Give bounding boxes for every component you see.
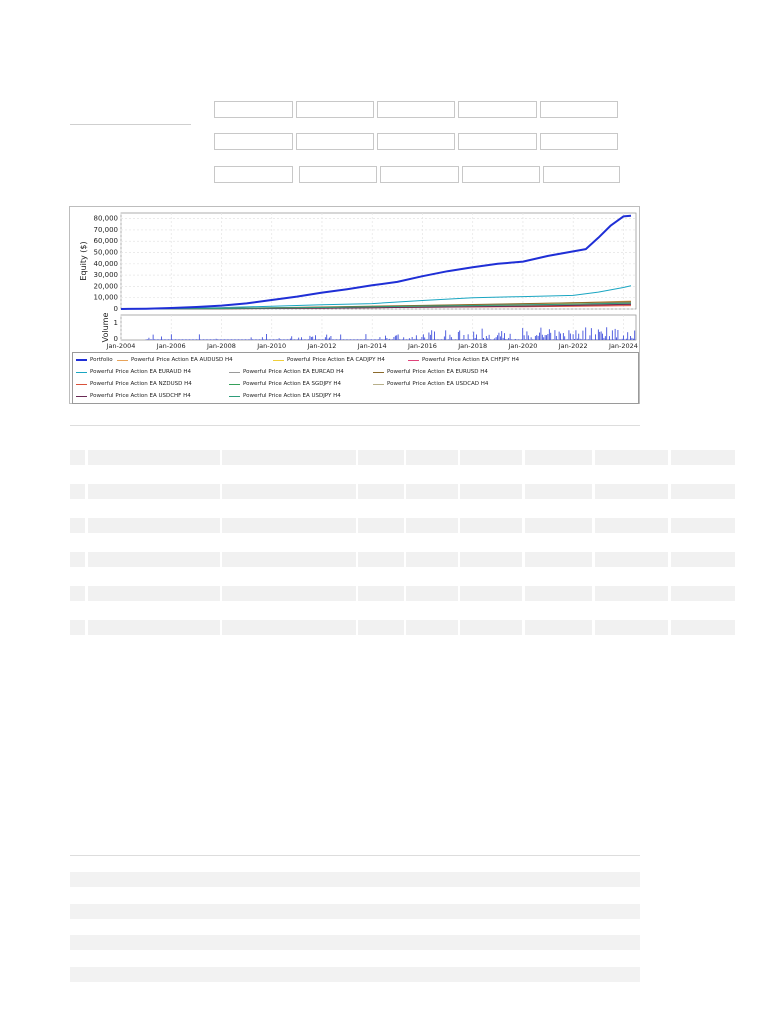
stat-box <box>296 101 374 118</box>
table-cell <box>358 450 404 465</box>
legend-swatch <box>373 384 384 385</box>
x-tick-label: Jan-2006 <box>156 342 186 350</box>
table-cell <box>460 552 522 567</box>
table-row <box>70 967 640 982</box>
stat-box <box>299 166 377 183</box>
x-tick-label: Jan-2020 <box>508 342 538 350</box>
legend-label: Powerful Price Action EA AUDUSD H4 <box>131 357 233 363</box>
table-cell <box>595 518 668 533</box>
table-cell <box>460 518 522 533</box>
legend-swatch <box>229 384 240 385</box>
table-row <box>70 484 735 499</box>
table-cell <box>88 620 220 635</box>
x-tick-label: Jan-2016 <box>408 342 437 350</box>
legend-label: Powerful Price Action EA CHFJPY H4 <box>422 357 520 363</box>
table-cell <box>88 586 220 601</box>
y-tick-label: 0 <box>113 305 118 313</box>
table-top-divider <box>70 425 640 426</box>
table-row <box>70 904 640 919</box>
table-cell <box>595 586 668 601</box>
stat-box <box>458 133 537 150</box>
table-cell <box>70 552 85 567</box>
legend-label: Powerful Price Action EA NZDUSD H4 <box>90 381 192 387</box>
stat-box <box>543 166 620 183</box>
table-row <box>70 518 735 533</box>
x-tick-label: Jan-2014 <box>357 342 387 350</box>
volume-axis-title: Volume <box>101 312 110 343</box>
legend-swatch <box>76 372 87 373</box>
table-cell <box>671 518 735 533</box>
stat-box <box>458 101 537 118</box>
table-cell <box>70 586 85 601</box>
legend-swatch <box>273 360 284 361</box>
table-cell <box>88 450 220 465</box>
table-cell <box>460 450 522 465</box>
table-cell <box>222 518 356 533</box>
stat-box <box>377 133 455 150</box>
table-cell <box>222 586 356 601</box>
y-tick-label: 60,000 <box>93 237 118 246</box>
table-cell <box>222 450 356 465</box>
x-tick-label: Jan-2018 <box>458 342 488 350</box>
legend-swatch <box>229 396 240 397</box>
table-row <box>70 872 640 887</box>
legend-item <box>408 355 519 365</box>
table-row <box>70 552 735 567</box>
table-cell <box>460 484 522 499</box>
stat-box <box>214 133 293 150</box>
legend-item <box>229 391 341 401</box>
table-cell <box>88 484 220 499</box>
table-cell <box>460 620 522 635</box>
table-cell <box>70 518 85 533</box>
table-cell <box>406 518 458 533</box>
table-cell <box>70 450 85 465</box>
bottom-table-divider <box>70 855 640 856</box>
table-cell <box>406 450 458 465</box>
x-tick-label: Jan-2024 <box>608 342 638 350</box>
legend-swatch <box>373 372 384 373</box>
legend-swatch <box>76 384 87 385</box>
legend-item <box>76 379 192 389</box>
table-cell <box>460 586 522 601</box>
table-cell <box>671 620 735 635</box>
equity-chart <box>69 206 640 404</box>
legend-swatch <box>76 359 87 361</box>
x-tick-label: Jan-2022 <box>558 342 588 350</box>
legend-item <box>229 367 344 377</box>
table-cell <box>525 518 592 533</box>
y-tick-label: 30,000 <box>93 271 118 280</box>
y-tick-label: 50,000 <box>93 248 118 257</box>
table-row <box>70 620 735 635</box>
table-cell <box>222 484 356 499</box>
table-cell <box>525 586 592 601</box>
table-cell <box>88 518 220 533</box>
table-cell <box>595 552 668 567</box>
y-tick-label: 40,000 <box>93 259 118 268</box>
legend-item <box>76 391 191 401</box>
table-cell <box>222 620 356 635</box>
table-cell <box>671 484 735 499</box>
legend-item <box>76 367 191 377</box>
volume-tick-label: 1 <box>113 319 118 327</box>
legend-item <box>273 355 385 365</box>
y-tick-label: 20,000 <box>93 282 118 291</box>
legend-item <box>373 367 488 377</box>
table-cell <box>525 552 592 567</box>
table-cell <box>595 620 668 635</box>
stat-box <box>462 166 540 183</box>
y-tick-label: 80,000 <box>93 214 118 223</box>
table-cell <box>406 620 458 635</box>
legend-label: Powerful Price Action EA USDCHF H4 <box>90 393 191 399</box>
legend-label: Powerful Price Action EA EURAUD H4 <box>90 369 191 375</box>
header-divider <box>70 124 191 125</box>
legend-swatch <box>117 360 128 361</box>
stat-box <box>540 101 618 118</box>
table-cell <box>222 552 356 567</box>
table-cell <box>358 552 404 567</box>
table-cell <box>595 450 668 465</box>
legend-item <box>117 355 233 365</box>
chart-legend <box>72 352 639 404</box>
table-cell <box>671 552 735 567</box>
table-cell <box>525 484 592 499</box>
stat-box <box>296 133 374 150</box>
table-cell <box>358 518 404 533</box>
stat-box <box>380 166 459 183</box>
table-cell <box>88 552 220 567</box>
table-row <box>70 450 735 465</box>
table-cell <box>671 586 735 601</box>
table-cell <box>406 552 458 567</box>
legend-label: Portfolio <box>90 357 113 363</box>
table-cell <box>358 620 404 635</box>
table-cell <box>595 484 668 499</box>
legend-swatch <box>408 360 419 361</box>
legend-label: Powerful Price Action EA USDJPY H4 <box>243 393 341 399</box>
stat-box <box>214 101 293 118</box>
legend-label: Powerful Price Action EA EURUSD H4 <box>387 369 488 375</box>
equity-plot-area <box>121 213 636 309</box>
stat-box <box>377 101 455 118</box>
table-cell <box>358 484 404 499</box>
y-tick-label: 70,000 <box>93 225 118 234</box>
table-cell <box>525 450 592 465</box>
legend-label: Powerful Price Action EA CADJPY H4 <box>287 357 385 363</box>
table-row <box>70 586 735 601</box>
legend-label: Powerful Price Action EA EURCAD H4 <box>243 369 344 375</box>
y-axis-title: Equity ($) <box>79 241 88 281</box>
legend-item <box>76 355 113 365</box>
legend-label: Powerful Price Action EA SGDJPY H4 <box>243 381 342 387</box>
table-cell <box>70 620 85 635</box>
x-tick-label: Jan-2004 <box>106 342 136 350</box>
table-row <box>70 935 640 950</box>
table-cell <box>406 484 458 499</box>
x-tick-label: Jan-2012 <box>307 342 337 350</box>
table-cell <box>525 620 592 635</box>
table-cell <box>406 586 458 601</box>
stat-box <box>214 166 293 183</box>
y-tick-label: 10,000 <box>93 293 118 302</box>
legend-swatch <box>76 396 87 397</box>
x-tick-label: Jan-2008 <box>207 342 236 350</box>
x-tick-label: Jan-2010 <box>257 342 287 350</box>
legend-item <box>373 379 488 389</box>
table-cell <box>70 484 85 499</box>
table-cell <box>358 586 404 601</box>
stat-box <box>540 133 618 150</box>
volume-tick-label: 0 <box>113 335 118 343</box>
table-cell <box>671 450 735 465</box>
legend-label: Powerful Price Action EA USDCAD H4 <box>387 381 489 387</box>
legend-swatch <box>229 372 240 373</box>
legend-item <box>229 379 341 389</box>
